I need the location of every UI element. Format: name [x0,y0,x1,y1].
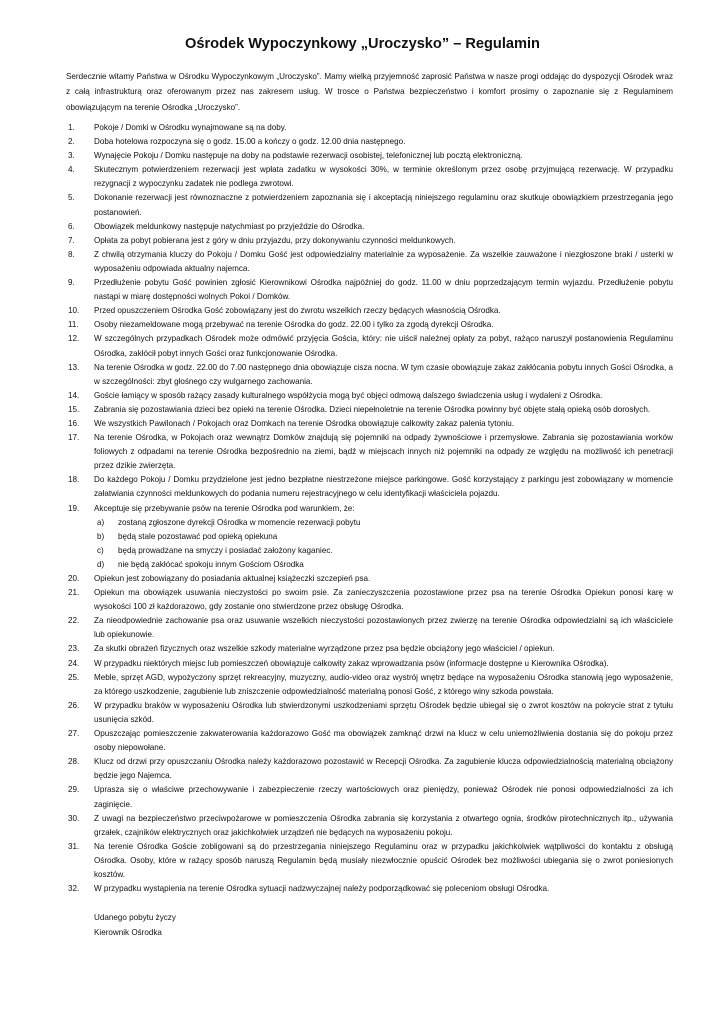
rule-item [66,783,673,811]
rule-number: 20. [68,574,80,583]
closing-block [94,911,176,940]
rule-number: 24. [68,658,80,668]
rule-number: 28. [68,757,80,767]
rule-subitem-letter: c) [97,545,104,555]
rule-item [66,163,673,191]
rule-text: Osoby niezameldowane mogą przebywać na terenie Ośrodka do godz. 22.00 i tylko za zgodą dyrekcji Ośrodka. [94,320,494,330]
rule-number: 30. [68,813,80,823]
rule-text: Goście łamiący w sposób rażący zasady kulturalnego współżycia mogą być objęci odmową dalszego świadczenia usług i wydaleni z Ośrodka. [94,390,603,400]
rule-text: W przypadku niektórych miejsc lub pomieszczeń obowiązuje całkowity zakaz wprowadzania psów (informacje dostępne u Kierownika Ośrodka). [94,658,609,668]
rule-subitem-letter: a) [97,517,105,527]
rules-list [66,121,673,896]
rule-number: 22. [68,616,80,626]
rule-text: Za nieodpowiednie zachowanie psa oraz usuwanie wszelkich nieczystości pozostawionych przez zwierzę na terenie Ośrodka odpowiedzialni są ich właściciele lub opiekunowie. [94,616,673,640]
rule-number: 5. [68,193,75,203]
rule-number: 14. [68,390,80,400]
rule-item [66,318,673,332]
rule-number: 29. [68,785,80,795]
rule-subitem-letter: b) [97,531,105,541]
rule-text: Opłata za pobyt pobierana jest z góry w dniu przyjazdu, przy dokonywaniu czynności meldunkowych. [94,235,456,245]
rule-text: Przedłużenie pobytu Gość powinien zgłosić Kierownikowi Ośrodka najpóźniej do godz. 11.00 w dniu poprzedzającym termin wyjazdu. Przedłużenie pobytu nastąpi w miarę dostępności wolnych Pokoi / Domków. [94,278,673,302]
rule-number: 3. [68,151,75,161]
closing-greeting: Udanego pobytu życzy [94,913,176,922]
rule-item [66,502,673,572]
rule-text: W przypadku braków w wyposażeniu Ośrodka lub stwierdzonymi uszkodzeniami sprzętu Ośrodek będzie ubiegał się o zwrot kosztów na pokrycie strat z tytułu usunięcia szkód. [94,700,673,724]
rule-sublist [94,516,673,572]
rule-number: 32. [68,884,80,894]
rule-item [66,755,673,783]
rule-item [66,840,673,882]
rule-text: Wynajęcie Pokoju / Domku następuje na doby na podstawie rezerwacji osobistej, telefonicznej lub pocztą elektroniczną. [94,151,523,161]
rule-text: Obowiązek meldunkowy następuje natychmiast po przyjeździe do Ośrodka. [94,221,365,231]
rule-item [66,473,673,501]
rule-item [66,417,673,431]
intro-paragraph: Serdecznie witamy Państwa w Ośrodku Wypoczynkowym „Uroczysko”. Mamy wielką przyjemność zaprosić Państwa w nasze progi oddając do dyspozycji Ośrodek wraz z całą infrastrukturą oraz oferowanym przez nas zakresem usług. W trosce o Państwa bezpieczeństwo i komfort prosimy o zapoznanie się z Regulaminem obowiązującym na terenie Ośrodka „Uroczysko”. [66,72,673,112]
rule-number: 6. [68,221,75,231]
rule-subitem [94,558,673,572]
rule-number: 10. [68,306,80,316]
rule-text: Dokonanie rezerwacji jest równoznaczne z potwierdzeniem zapoznania się i akceptacją niniejszego regulaminu oraz skutkuje obowiązkiem przestrzegania jego postanowień. [94,193,673,217]
rule-number: 15. [68,404,80,414]
rule-text: Do każdego Pokoju / Domku przydzielone jest jedno bezpłatne niestrzeżone miejsce parkingowe. Gość korzystający z parkingu jest zobowiązany w momencie załatwiania czynności meldunkowych do podania numeru rejestracyjnego w celu identyfikacji właściciela pojazdu. [94,475,673,499]
rule-item [66,135,673,149]
rule-text: Opiekun jest zobowiązany do posiadania aktualnej książeczki szczepień psa. [94,574,371,583]
rule-text: Akceptuje się przebywanie psów na terenie Ośrodka pod warunkiem, że: [94,503,355,513]
rule-number: 17. [68,433,80,443]
rule-item [66,614,673,642]
rule-item [66,361,673,389]
rule-text: Na terenie Ośrodka Goście zobligowani są do przestrzegania niniejszego Regulaminu oraz w przypadku jakichkolwiek wątpliwości do kontaktu z obsługą Ośrodka. Osoby, które w rażący sposób naruszą Regulamin będą musiały niezwłocznie opuścić Ośrodek bez możliwości ubiegania się o zwrot poniesionych kosztów. [94,841,673,879]
rule-text: Z uwagi na bezpieczeństwo przeciwpożarowe w pomieszczenia Ośrodka zabrania się korzystania z otwartego ognia, środków pirotechnicznych itp., używania grzałek, czajników elektrycznych oraz jakichkolwiek urządzeń nie będących na wyposażeniu pokoju. [94,813,673,837]
rule-text: Z chwilą otrzymania kluczy do Pokoju / Domku Gość jest odpowiedzialny materialnie za wyposażenie. Za wszelkie zauważone i niezgłoszone braki / usterki w wyposażeniu odpowiada aktualny najemca. [94,249,673,273]
rule-item [66,671,673,699]
rule-item [66,642,673,656]
page-title: Ośrodek Wypoczynkowy „Uroczysko” – Regulamin [185,36,540,52]
rule-number: 12. [68,334,80,344]
rule-text: We wszystkich Pawilonach / Pokojach oraz Domkach na terenie Ośrodka obowiązuje całkowity zakaz palenia tytoniu. [94,418,515,428]
rule-item [66,657,673,671]
rule-text: W przypadku wystąpienia na terenie Ośrodka sytuacji nadzwyczajnej należy podporządkować się poleceniom obsługi Ośrodka. [94,884,550,894]
rule-number: 31. [68,841,80,851]
rule-item [66,586,673,614]
rule-number: 16. [68,418,80,428]
rule-number: 7. [68,235,75,245]
rule-number: 19. [68,503,80,513]
rule-text: W szczególnych przypadkach Ośrodek może odmówić przyjęcia Gościa, który: nie uiścił należnej opłaty za pobyt, rażąco naruszył postanowienia Regulaminu Ośrodka, zakłócił pobyt innych Gości oraz funkcjonowanie Ośrodka. [94,334,673,358]
rule-item [66,431,673,473]
rule-text: Skutecznym potwierdzeniem rezerwacji jest wpłata zadatku w wysokości 30%, w terminie określonym przez osobę przyjmującą rezerwację. W przypadku rezygnacji z wypoczynku zadatek nie podlega zwrotowi. [94,165,673,189]
rule-item [66,812,673,840]
rule-number: 9. [68,278,75,288]
rule-subitem [94,544,673,558]
rule-item [66,220,673,234]
rule-item [66,248,673,276]
rule-item [66,882,673,896]
rule-text: Meble, sprzęt AGD, wypożyczony sprzęt rekreacyjny, muzyczny, audio-video oraz wystrój wnętrz będące na wyposażeniu Ośrodka stanowią jego wyposażenie, za którego uszkodzenie, zagubienie lub zniszczenie odpowiedzialność materialną ponosi Gość, z którego winy szkoda powstała. [94,672,673,696]
rule-subitem-letter: d) [97,559,105,569]
rule-subitem-text: będą prowadzane na smyczy i posiadać założony kaganiec. [118,545,333,555]
rule-item [66,572,673,586]
rule-item [66,191,673,219]
rule-subitem-text: będą stale pozostawać pod opieką opiekuna [118,531,278,541]
rule-text: Przed opuszczeniem Ośrodka Gość zobowiązany jest do zwrotu wszelkich rzeczy będących własnością Ośrodka. [94,306,501,316]
rule-number: 13. [68,362,80,372]
rule-number: 18. [68,475,80,485]
rule-item [66,389,673,403]
rule-subitem-text: nie będą zakłócać spokoju innym Gościom Ośrodka [118,559,304,569]
rule-text: Doba hotelowa rozpoczyna się o godz. 15.00 a kończy o godz. 12.00 dnia następnego. [94,137,406,147]
closing-signature: Kierownik Ośrodka [94,927,162,937]
rule-number: 26. [68,700,80,710]
rule-item [66,234,673,248]
rule-item [66,304,673,318]
rule-number: 27. [68,729,80,739]
rule-item [66,121,673,135]
rule-text: Zabrania się pozostawiania dzieci bez opieki na terenie Ośrodka. Dzieci niepełnoletnie na terenie Ośrodka powinny być objęte stałą opieką osób dorosłych. [94,404,651,414]
rule-text: Opuszczając pomieszczenie zakwaterowania każdorazowo Gość ma obowiązek zamknąć drzwi na klucz w celu uniemożliwienia dostania się do pokoju przez osoby niepowołane. [94,729,673,753]
rule-number: 8. [68,249,75,259]
rule-subitem [94,516,673,530]
rule-text: Pokoje / Domki w Ośrodku wynajmowane są na doby. [94,123,287,132]
rule-text: Opiekun ma obowiązek usuwania nieczystości po swoim psie. Za zanieczyszczenia pozostawione przez psa na terenie Ośrodka Opiekun ponosi karę w wysokości 100 zł każdorazowo, gdy zostanie ono stwierdzone przez obsługę Ośrodka. [94,588,673,612]
rule-text: Za skutki obrażeń fizycznych oraz wszelkie szkody materialne wyrządzone przez psa będzie obciążony jego właściciel / opiekun. [94,644,555,654]
rule-item [66,149,673,163]
rule-text: Na terenie Ośrodka, w Pokojach oraz wewnątrz Domków znajdują się pojemniki na odpady żywnościowe i przemysłowe. Zabrania się pozostawiania worków foliowych z odpadami na terenie Ośrodka bezpośrednio na ziemi, bądź w miejscach innych niż pojemniki na odpady ze względu na możliwość ich penetracji przez dzikie zwierzęta. [94,433,673,471]
rule-number: 2. [68,137,75,147]
rule-item [66,276,673,304]
rule-text: Klucz od drzwi przy opuszczaniu Ośrodka należy każdorazowo pozostawić w Recepcji Ośrodka. Za zagubienie klucza odpowiedzialnością materialną obciążony będzie jego Najemca. [94,757,673,781]
rule-subitem-text: zostaną zgłoszone dyrekcji Ośrodka w momencie rezerwacji pobytu [118,517,361,527]
rule-item [66,332,673,360]
rule-item [66,403,673,417]
rule-item [66,727,673,755]
rule-number: 25. [68,672,80,682]
rule-text: Uprasza się o właściwe przechowywanie i zabezpieczenie rzeczy wartościowych oraz pieniędzy, ponieważ Ośrodek nie ponosi odpowiedzialności za ich zaginięcie. [94,785,673,809]
rule-text: Na terenie Ośrodka w godz. 22.00 do 7.00 następnego dnia obowiązuje cisza nocna. W tym czasie obowiązuje zakaz zakłócania pobytu innych Gości Ośrodka, a w szczególności: zbyt głośnego czy wulgarnego zachowania. [94,362,673,386]
rule-number: 21. [68,588,80,598]
rule-subitem [94,530,673,544]
rule-number: 4. [68,165,75,175]
rule-number: 1. [68,123,75,132]
rule-item [66,699,673,727]
rule-number: 11. [68,320,79,330]
rule-number: 23. [68,644,80,654]
